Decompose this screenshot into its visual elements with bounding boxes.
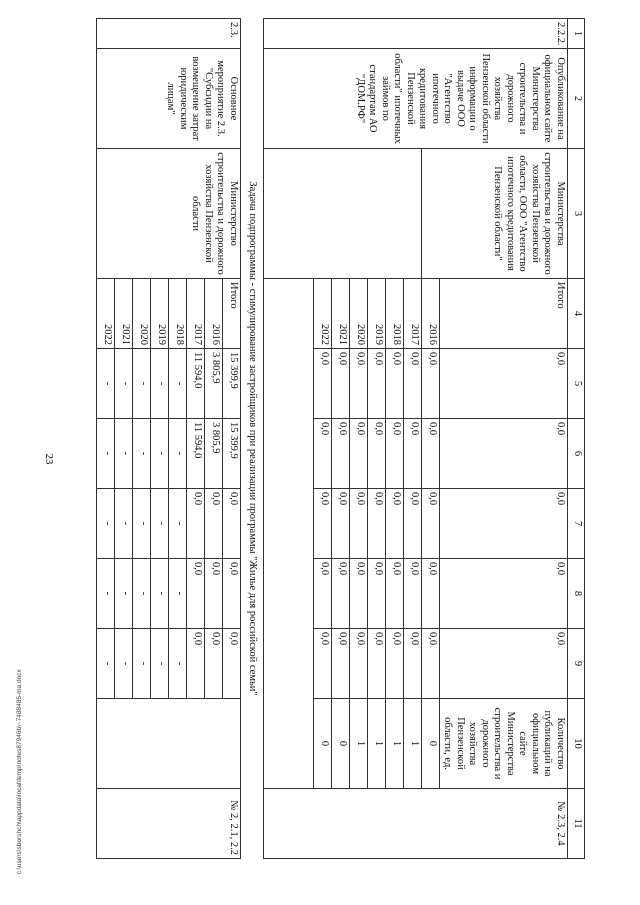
value-cell: 0,0 bbox=[386, 419, 404, 489]
row-number: 2.2.2. bbox=[264, 19, 568, 49]
value-cell: - bbox=[169, 489, 187, 559]
col-header: 5 bbox=[568, 349, 585, 419]
year-cell: 2020 bbox=[133, 279, 151, 349]
value-cell: 0,0 bbox=[422, 489, 440, 559]
value-cell: 0,0 bbox=[386, 349, 404, 419]
value-cell: - bbox=[151, 349, 169, 419]
value-cell: 0,0 bbox=[404, 559, 422, 629]
value-cell: 0,0 bbox=[223, 559, 241, 629]
value-cell: 0,0 bbox=[332, 489, 350, 559]
value-cell: 15 399,9 bbox=[223, 349, 241, 419]
col-header: 1 bbox=[568, 19, 585, 49]
value-cell: - bbox=[97, 419, 115, 489]
year-cell: 2019 bbox=[368, 279, 386, 349]
rotated-table-container bbox=[65, 18, 585, 858]
value-cell: 0,0 bbox=[314, 419, 332, 489]
year-cell: 2017 bbox=[187, 279, 205, 349]
value-cell: 15 399,9 bbox=[223, 419, 241, 489]
year-cell: 2020 bbox=[350, 279, 368, 349]
value-cell: 0,0 bbox=[440, 349, 568, 419]
task-heading: Задача подпрограммы - стимулирование застройщиков при реализации программы "Жилье для российской семьи" bbox=[241, 19, 264, 859]
table-row bbox=[223, 19, 241, 859]
value-cell: 0,0 bbox=[350, 559, 368, 629]
value-cell: - bbox=[133, 489, 151, 559]
value-cell: 0,0 bbox=[440, 559, 568, 629]
col-header: 9 bbox=[568, 629, 585, 699]
value-cell: 0,0 bbox=[314, 489, 332, 559]
year-cell: Итого bbox=[223, 279, 241, 349]
value-cell: 11 594,0 bbox=[187, 349, 205, 419]
value-cell: 0 bbox=[332, 699, 350, 789]
measure-name: Основное мероприятие 2.3. "Субсидии на возмещение затрат юридическим лицам" bbox=[97, 49, 241, 149]
value-cell: 0,0 bbox=[404, 629, 422, 699]
value-cell: 0,0 bbox=[368, 559, 386, 629]
value-cell: 0,0 bbox=[332, 629, 350, 699]
task-heading-row bbox=[241, 19, 264, 859]
value-cell: - bbox=[151, 489, 169, 559]
value-cell: 0,0 bbox=[187, 629, 205, 699]
value-cell: 0,0 bbox=[223, 629, 241, 699]
value-cell: 0,0 bbox=[422, 629, 440, 699]
value-cell: 0,0 bbox=[422, 419, 440, 489]
value-cell: 0,0 bbox=[350, 629, 368, 699]
program-table bbox=[96, 18, 585, 859]
year-cell: 2022 bbox=[314, 279, 332, 349]
value-cell: 3 805,9 bbox=[205, 419, 223, 489]
value-cell: 0 bbox=[422, 699, 440, 789]
measure-name: Опубликование на официальном сайте Министерства строительства и дорожного хозяйства Пензенской области информации о выдаче ООО "Агентство ипотечного кредитования Пензенской области" ипотечных займов по стандартам АО "ДОМ.РФ" bbox=[264, 49, 568, 149]
value-cell: - bbox=[97, 559, 115, 629]
value-cell: - bbox=[97, 489, 115, 559]
value-cell: 0,0 bbox=[314, 559, 332, 629]
value-cell: - bbox=[151, 419, 169, 489]
value-cell: 0,0 bbox=[187, 489, 205, 559]
value-cell: 0,0 bbox=[350, 349, 368, 419]
col-header: 2 bbox=[568, 49, 585, 149]
value-cell: - bbox=[151, 629, 169, 699]
value-cell: 0,0 bbox=[332, 349, 350, 419]
executor-cont bbox=[264, 149, 422, 279]
value-cell: 0,0 bbox=[440, 629, 568, 699]
value-cell: 1 bbox=[386, 699, 404, 789]
value-cell: 1 bbox=[350, 699, 368, 789]
year-cell: 2016 bbox=[205, 279, 223, 349]
value-cell: 0,0 bbox=[205, 559, 223, 629]
value-cell: 0,0 bbox=[368, 489, 386, 559]
value-cell: 0,0 bbox=[332, 419, 350, 489]
value-cell: 0,0 bbox=[332, 559, 350, 629]
indicator bbox=[97, 699, 241, 789]
value-cell: - bbox=[115, 629, 133, 699]
value-cell: 0,0 bbox=[386, 559, 404, 629]
value-cell: - bbox=[169, 419, 187, 489]
link-cell: № 2, 2.1, 2.2 bbox=[97, 789, 241, 859]
col-header: 4 bbox=[568, 279, 585, 349]
link-cell: № 2.3, 2.4 bbox=[264, 789, 568, 859]
value-cell: 0 bbox=[314, 699, 332, 789]
value-cell: - bbox=[169, 629, 187, 699]
year-cell: 2018 bbox=[386, 279, 404, 349]
value-cell: 0,0 bbox=[440, 419, 568, 489]
year-cell: 2022 bbox=[97, 279, 115, 349]
value-cell: 0,0 bbox=[350, 419, 368, 489]
value-cell: - bbox=[97, 629, 115, 699]
value-cell: 0,0 bbox=[386, 489, 404, 559]
value-cell: - bbox=[133, 419, 151, 489]
value-cell: 0,0 bbox=[187, 559, 205, 629]
value-cell: - bbox=[151, 559, 169, 629]
executor: Министерство строительства и дорожного хозяйства Пензенской области bbox=[97, 149, 241, 279]
col-header: 8 bbox=[568, 559, 585, 629]
year-cell: 2021 bbox=[115, 279, 133, 349]
value-cell: 3 805,9 bbox=[205, 349, 223, 419]
value-cell: - bbox=[169, 349, 187, 419]
year-cell: Итого bbox=[440, 279, 568, 349]
value-cell: - bbox=[115, 349, 133, 419]
page-number: 23 bbox=[43, 453, 55, 465]
value-cell: - bbox=[169, 559, 187, 629]
value-cell: 0,0 bbox=[368, 419, 386, 489]
value-cell: 0,0 bbox=[368, 349, 386, 419]
table-row bbox=[440, 19, 568, 859]
value-cell: - bbox=[115, 419, 133, 489]
value-cell: 11 594,0 bbox=[187, 419, 205, 489]
value-cell: 0,0 bbox=[404, 349, 422, 419]
value-cell: 0,0 bbox=[350, 489, 368, 559]
value-cell: - bbox=[115, 489, 133, 559]
col-header: 7 bbox=[568, 489, 585, 559]
value-cell: 0,0 bbox=[223, 489, 241, 559]
value-cell: 0,0 bbox=[404, 419, 422, 489]
row-number: 2.3. bbox=[97, 19, 241, 49]
header-row bbox=[568, 19, 585, 859]
footer-path: c:\users\sborshch\appdata\local\temp\notes87946b\~7488485-ma.docx bbox=[16, 669, 23, 874]
value-cell: 0,0 bbox=[440, 489, 568, 559]
value-cell: - bbox=[133, 559, 151, 629]
year-cell: 2016 bbox=[422, 279, 440, 349]
value-cell: - bbox=[133, 629, 151, 699]
value-cell: 0,0 bbox=[368, 629, 386, 699]
value-cell: 0,0 bbox=[205, 629, 223, 699]
col-header: 6 bbox=[568, 419, 585, 489]
value-cell: 0,0 bbox=[404, 489, 422, 559]
value-cell: 1 bbox=[404, 699, 422, 789]
value-cell: 0,0 bbox=[422, 559, 440, 629]
indicator: Количество публикаций на официальном сайте Министерства строительства и дорожного хозяйства Пензенской области, ед. bbox=[440, 699, 568, 789]
value-cell: 0,0 bbox=[386, 629, 404, 699]
year-cell: 2021 bbox=[332, 279, 350, 349]
value-cell: - bbox=[133, 349, 151, 419]
col-header: 3 bbox=[568, 149, 585, 279]
year-cell: 2019 bbox=[151, 279, 169, 349]
year-cell: 2017 bbox=[404, 279, 422, 349]
value-cell: 0,0 bbox=[422, 349, 440, 419]
value-cell: - bbox=[97, 349, 115, 419]
value-cell: - bbox=[115, 559, 133, 629]
year-cell: 2018 bbox=[169, 279, 187, 349]
value-cell: 0,0 bbox=[314, 629, 332, 699]
col-header: 10 bbox=[568, 699, 585, 789]
executor: Министерства строительства и дорожного хозяйства Пензенской области, ООО "Агентство ипотечного кредитования Пензенской области" bbox=[422, 149, 568, 279]
value-cell: 0,0 bbox=[205, 489, 223, 559]
value-cell: 0,0 bbox=[314, 349, 332, 419]
col-header: 11 bbox=[568, 789, 585, 859]
value-cell: 1 bbox=[368, 699, 386, 789]
